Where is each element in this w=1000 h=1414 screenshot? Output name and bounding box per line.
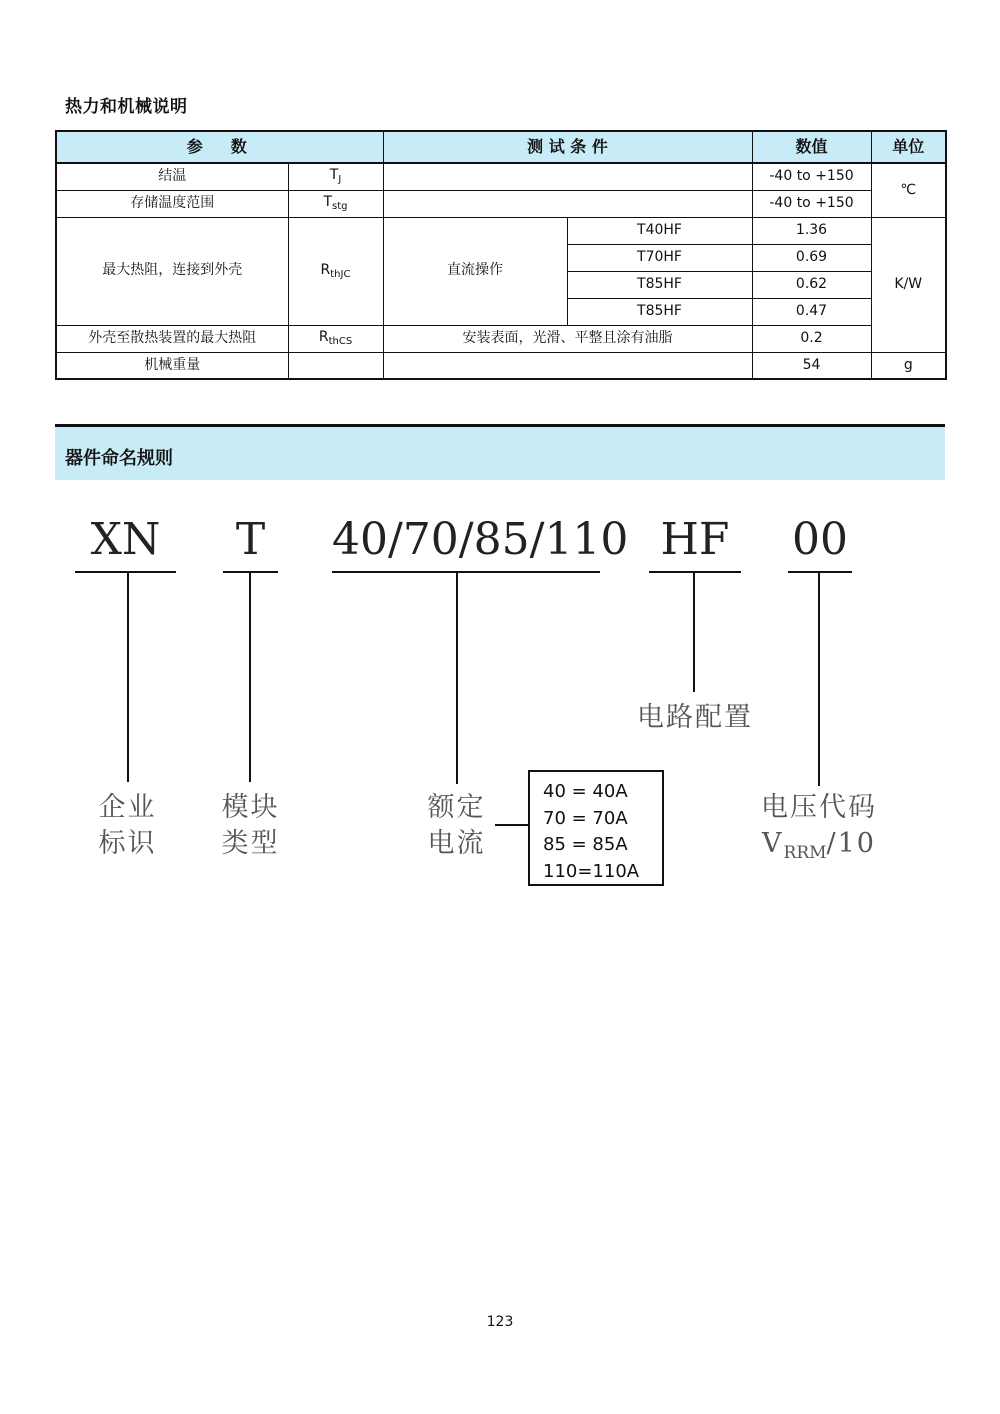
header-unit: 单位 — [871, 131, 946, 163]
table-row — [56, 217, 946, 244]
current-options-box — [528, 770, 664, 886]
thermal-spec-table — [55, 130, 947, 380]
leader-line — [456, 572, 458, 784]
header-condition: 测 试 条 件 — [383, 131, 752, 163]
param-value: 54 — [752, 352, 871, 379]
leader-line — [818, 572, 820, 786]
param-condition — [383, 163, 752, 190]
param-symbol: $R_{thJC}$ — [288, 217, 383, 325]
current-option: 85 = 85A — [543, 834, 628, 855]
param-symbol: $T_{stg}$ — [288, 190, 383, 217]
underline — [75, 571, 176, 573]
naming-section-title: 器件命名规则 — [65, 448, 173, 469]
vrrm-formula: $V_{RRM}/10$ — [762, 828, 876, 863]
label-type: 模块 类型 — [221, 792, 280, 859]
current-option: 40 = 40A — [543, 781, 628, 802]
underline — [649, 571, 741, 573]
model-cell: T40HF — [567, 217, 752, 244]
code-type: T — [235, 514, 266, 565]
param-value: 0.47 — [752, 298, 871, 325]
param-value: 1.36 — [752, 217, 871, 244]
code-company: XN — [90, 514, 161, 565]
header-value: 数值 — [752, 131, 871, 163]
param-value: 0.69 — [752, 244, 871, 271]
param-condition: 直流操作 — [383, 217, 567, 325]
param-unit: K/W — [871, 217, 946, 352]
box-connector — [495, 824, 529, 826]
param-symbol — [288, 352, 383, 379]
label-current: 额定 电流 — [427, 792, 486, 859]
current-option: 110=110A — [543, 860, 640, 882]
label-company: 企业 标识 — [98, 792, 157, 859]
param-condition — [383, 352, 752, 379]
code-config: HF — [660, 514, 730, 565]
param-value: 0.62 — [752, 271, 871, 298]
param-condition — [383, 190, 752, 217]
label-config: 电路配置 — [637, 702, 753, 733]
param-name: 外壳至散热装置的最大热阻 — [56, 325, 288, 352]
param-name: 机械重量 — [56, 352, 288, 379]
table-row — [56, 325, 946, 352]
code-voltage: 00 — [792, 514, 848, 565]
label-voltage: 电压代码 $V_{RRM}/10$ — [748, 790, 890, 871]
leader-line — [127, 572, 129, 782]
page-number: 123 — [486, 1314, 514, 1330]
model-cell: T70HF — [567, 244, 752, 271]
leader-line — [693, 572, 695, 692]
underline — [788, 571, 852, 573]
header-param: 参 数 — [56, 131, 383, 163]
param-name: 存储温度范围 — [56, 190, 288, 217]
param-value: -40 to +150 — [752, 163, 871, 190]
underline — [332, 571, 600, 573]
table-row — [56, 190, 946, 217]
param-value: -40 to +150 — [752, 190, 871, 217]
param-name: 最大热阻，连接到外壳 — [56, 217, 288, 325]
model-cell: T85HF — [567, 298, 752, 325]
code-current: 40/70/85/110 — [332, 514, 629, 565]
thermal-section-title: 热力和机械说明 — [65, 97, 188, 117]
table-row — [56, 163, 946, 190]
model-cell: T85HF — [567, 271, 752, 298]
table-row — [56, 352, 946, 379]
naming-section-banner — [55, 424, 945, 480]
param-unit: g — [871, 352, 946, 379]
param-condition: 安装表面，光滑、平整且涂有油脂 — [383, 325, 752, 352]
leader-line — [249, 572, 251, 782]
param-symbol: $T_J$ — [288, 163, 383, 190]
param-unit: ℃ — [871, 163, 946, 217]
current-option: 70 = 70A — [543, 807, 628, 829]
param-symbol: $R_{thCS}$ — [288, 325, 383, 352]
param-value: 0.2 — [752, 325, 871, 352]
param-name: 结温 — [56, 163, 288, 190]
